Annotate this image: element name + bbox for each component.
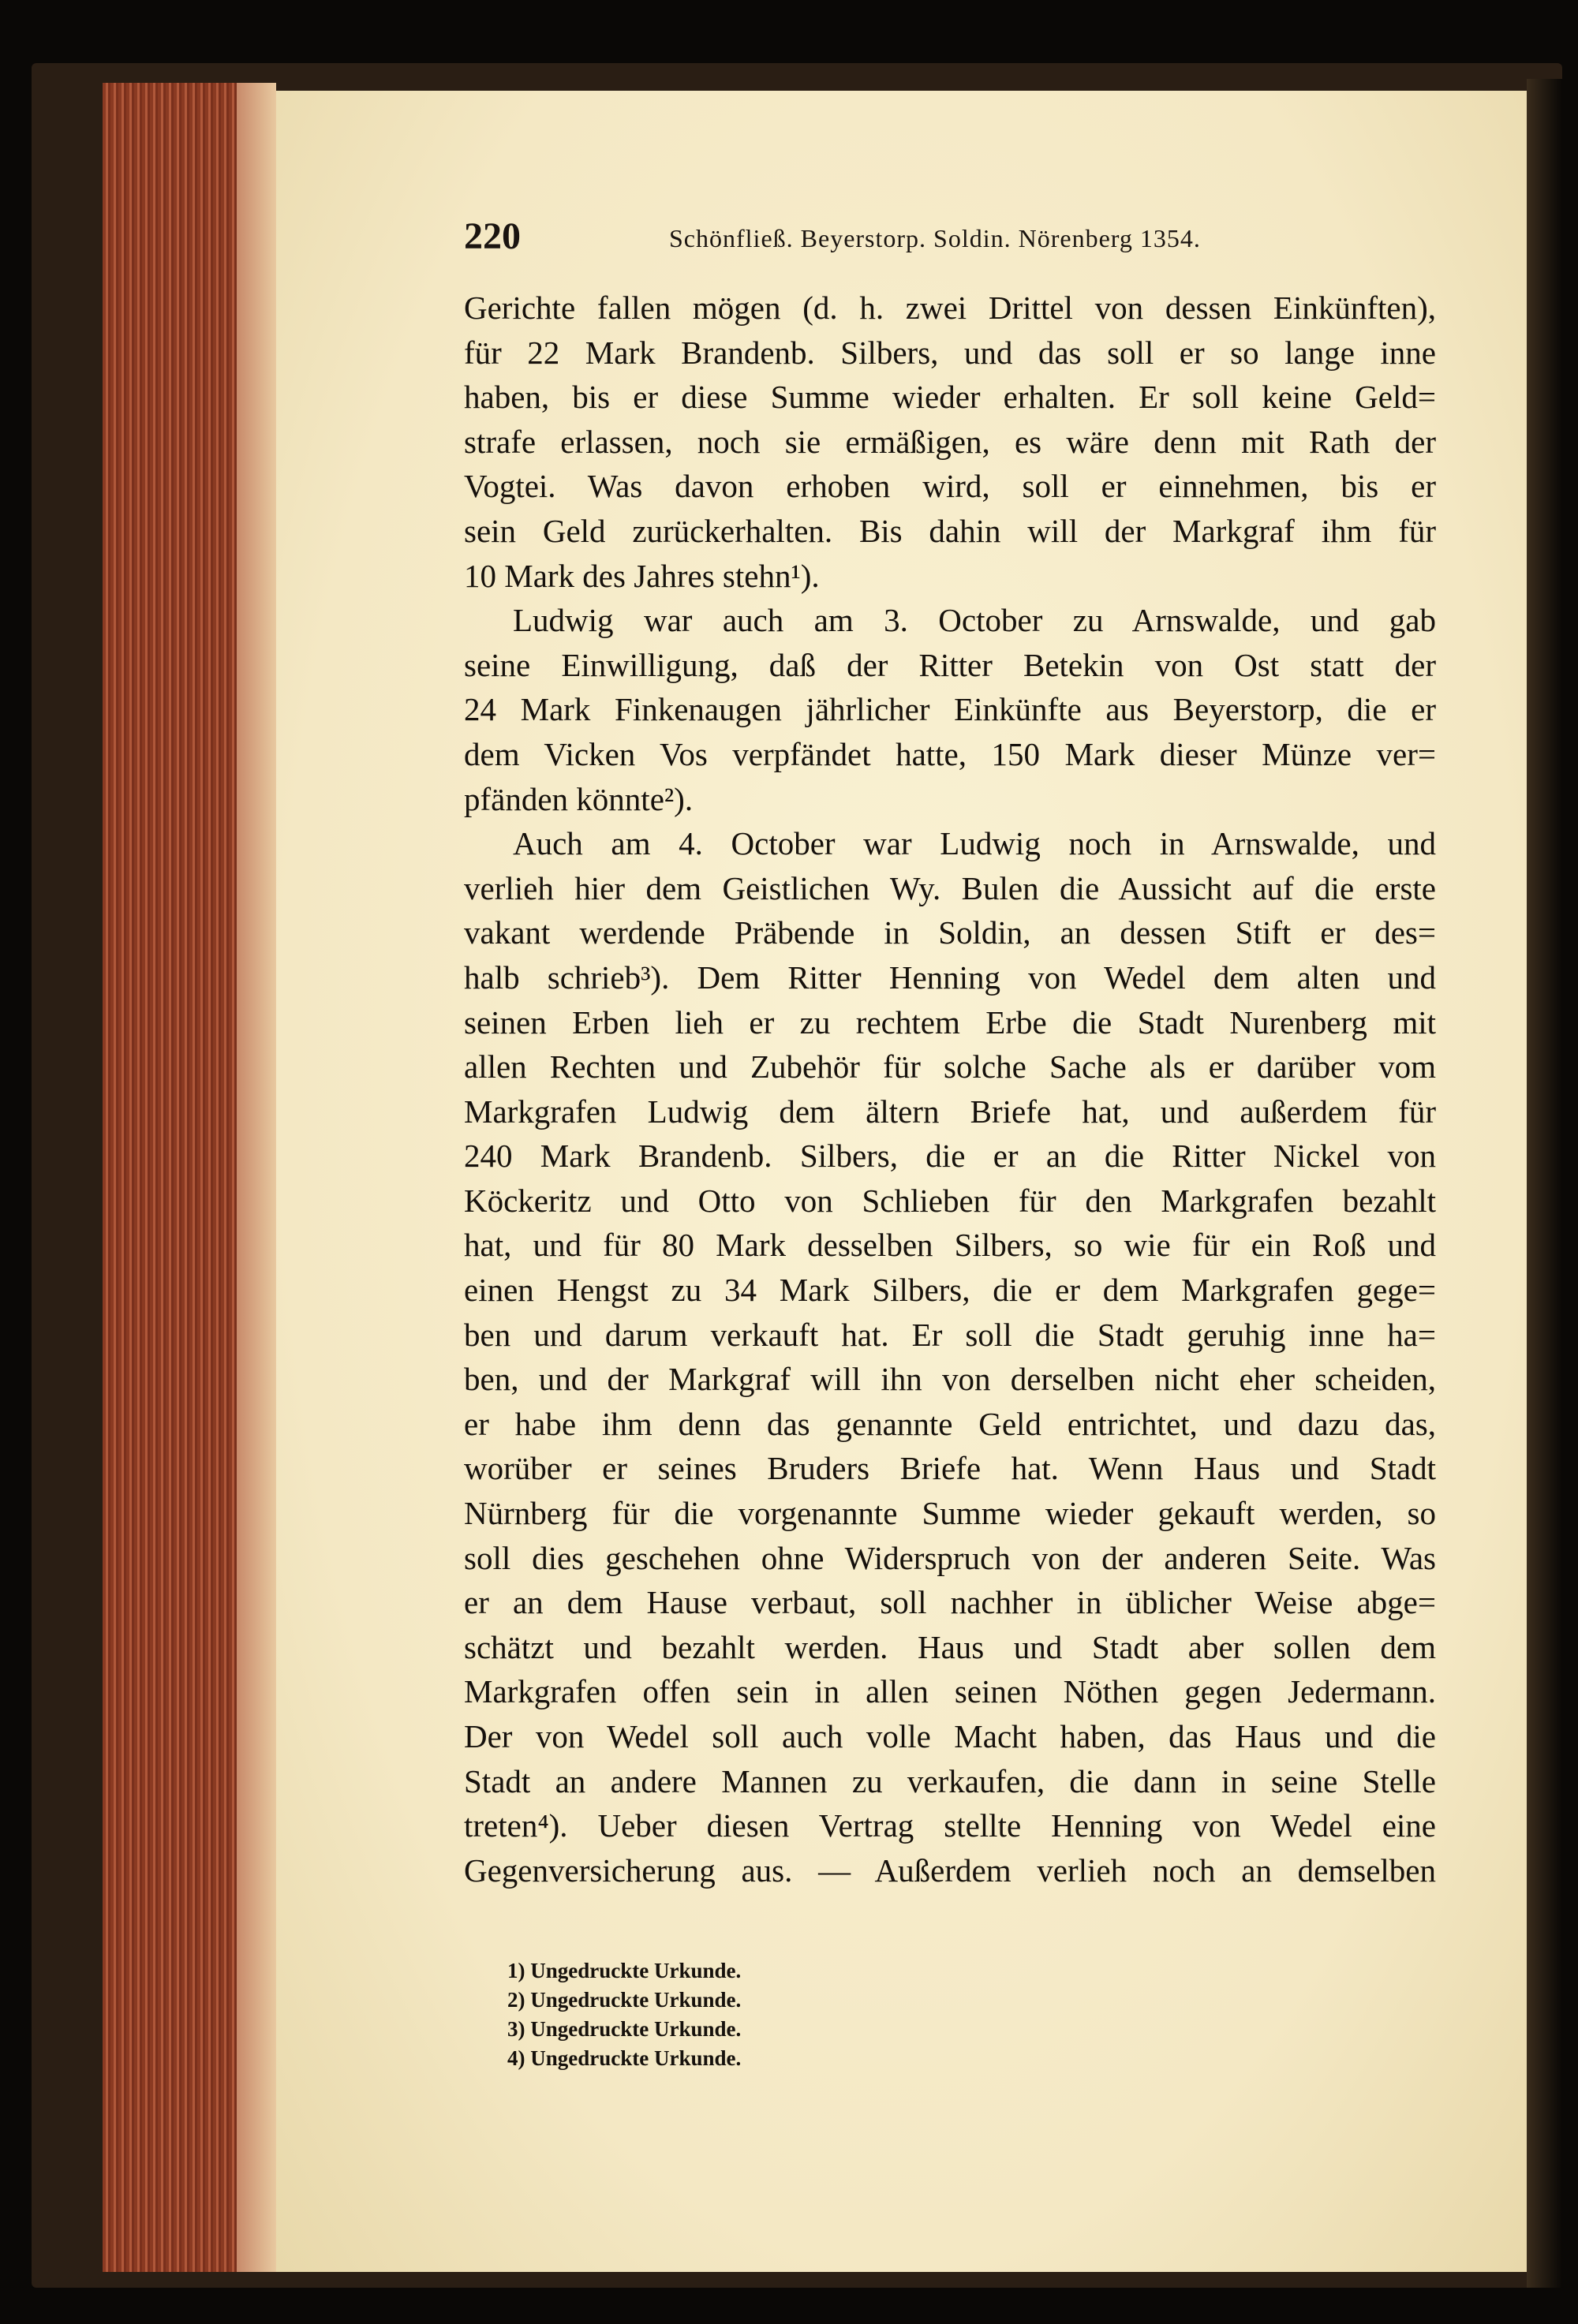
text-line: Auch am 4. October war Ludwig noch in Arnswalde, und <box>513 825 1436 862</box>
text-line: sein Geld zurückerhalten. Bis dahin will der Markgraf ihm für <box>464 512 1436 549</box>
text-line: allen Rechten und Zubehör für solche Sache als er darüber vom <box>464 1048 1436 1085</box>
running-title: Schönfließ. Beyerstorp. Soldin. Nörenberg 1354. <box>669 224 1201 252</box>
text-line: Ludwig war auch am 3. October zu Arnswalde, und gab <box>513 602 1436 639</box>
footnote: 3) Ungedruckte Urkunde. <box>507 2017 742 2041</box>
text-line: 240 Mark Brandenb. Silbers, die er an die Ritter Nickel von <box>464 1138 1436 1175</box>
footnote: 4) Ungedruckte Urkunde. <box>507 2046 742 2070</box>
text-line: strafe erlassen, noch sie ermäßigen, es wäre denn mit Rath der <box>464 423 1436 460</box>
text-line: Der von Wedel soll auch volle Macht haben, das Haus und die <box>464 1718 1436 1754</box>
text-line: hat, und für 80 Mark desselben Silbers, so wie für ein Roß und <box>464 1227 1436 1264</box>
text-line: vakant werdende Präbende in Soldin, an dessen Stift er des= <box>464 914 1436 951</box>
footnote: 2) Ungedruckte Urkunde. <box>507 1988 742 2012</box>
text-line: treten⁴). Ueber diesen Vertrag stellte Henning von Wedel eine <box>464 1807 1436 1844</box>
text-line: halb schrieb³). Dem Ritter Henning von Wedel dem alten und <box>464 958 1436 996</box>
text-line: verlieh hier dem Geistlichen Wy. Bulen die Aussicht auf die erste <box>464 869 1436 906</box>
text-line: er an dem Hause verbaut, soll nachher in üblicher Weise abge= <box>464 1584 1436 1621</box>
text-line: pfänden könnte²). <box>464 780 694 817</box>
text-line: Stadt an andere Mannen zu verkaufen, die dann in seine Stelle <box>464 1762 1436 1799</box>
text-line: ben und darum verkauft hat. Er soll die Stadt geruhig inne ha= <box>464 1316 1436 1353</box>
text-line: ben, und der Markgraf will ihn von derselben nicht eher scheiden, <box>464 1361 1436 1398</box>
text-line: 10 Mark des Jahres stehn¹). <box>464 557 820 594</box>
text-line: Gegenversicherung aus. — Außerdem verlieh noch an demselben <box>464 1851 1436 1889</box>
footnote: 1) Ungedruckte Urkunde. <box>507 1959 742 1982</box>
text-line: haben, bis er diese Summe wieder erhalten. Er soll keine Geld= <box>464 379 1436 416</box>
text-line: dem Vicken Vos verpfändet hatte, 150 Mark dieser Münze ver= <box>464 735 1436 772</box>
body-text <box>464 286 1436 1892</box>
text-line: seine Einwilligung, daß der Ritter Betekin von Ost statt der <box>464 646 1436 683</box>
text-line: Markgrafen Ludwig dem ältern Briefe hat, und außerdem für <box>464 1093 1436 1130</box>
text-line: 24 Mark Finkenaugen jährlicher Einkünfte aus Beyerstorp, die er <box>464 691 1436 728</box>
text-line: Köckeritz und Otto von Schlieben für den Markgrafen bezahlt <box>464 1182 1436 1219</box>
text-line: Vogtei. Was davon erhoben wird, soll er einnehmen, bis er <box>464 468 1436 505</box>
running-header <box>464 215 1436 262</box>
text-line: Markgrafen offen sein in allen seinen Nöthen gegen Jedermann. <box>464 1673 1436 1710</box>
page-number: 220 <box>464 215 521 257</box>
text-line: worüber er seines Bruders Briefe hat. Wenn Haus und Stadt <box>464 1450 1436 1487</box>
gutter-shadow <box>1527 79 1562 2288</box>
text-line: Nürnberg für die vorgenannte Summe wieder gekauft werden, so <box>464 1495 1436 1532</box>
footnotes <box>507 1956 741 2073</box>
text-line: seinen Erben lieh er zu rechtem Erbe die Stadt Nurenberg mit <box>464 1003 1436 1041</box>
text-line: er habe ihm denn das genannte Geld entrichtet, und dazu das, <box>464 1405 1436 1442</box>
text-line: für 22 Mark Brandenb. Silbers, und das soll er so lange inne <box>464 334 1436 371</box>
page-edge-highlight <box>237 83 276 2272</box>
text-line: soll dies geschehen ohne Widerspruch von der anderen Seite. Was <box>464 1539 1436 1576</box>
text-line: Gerichte fallen mögen (d. h. zwei Drittel von dessen Einkünften), <box>464 290 1436 326</box>
text-line: einen Hengst zu 34 Mark Silbers, die er dem Markgrafen gege= <box>464 1272 1436 1309</box>
text-line: schätzt und bezahlt werden. Haus und Stadt aber sollen dem <box>464 1628 1436 1665</box>
